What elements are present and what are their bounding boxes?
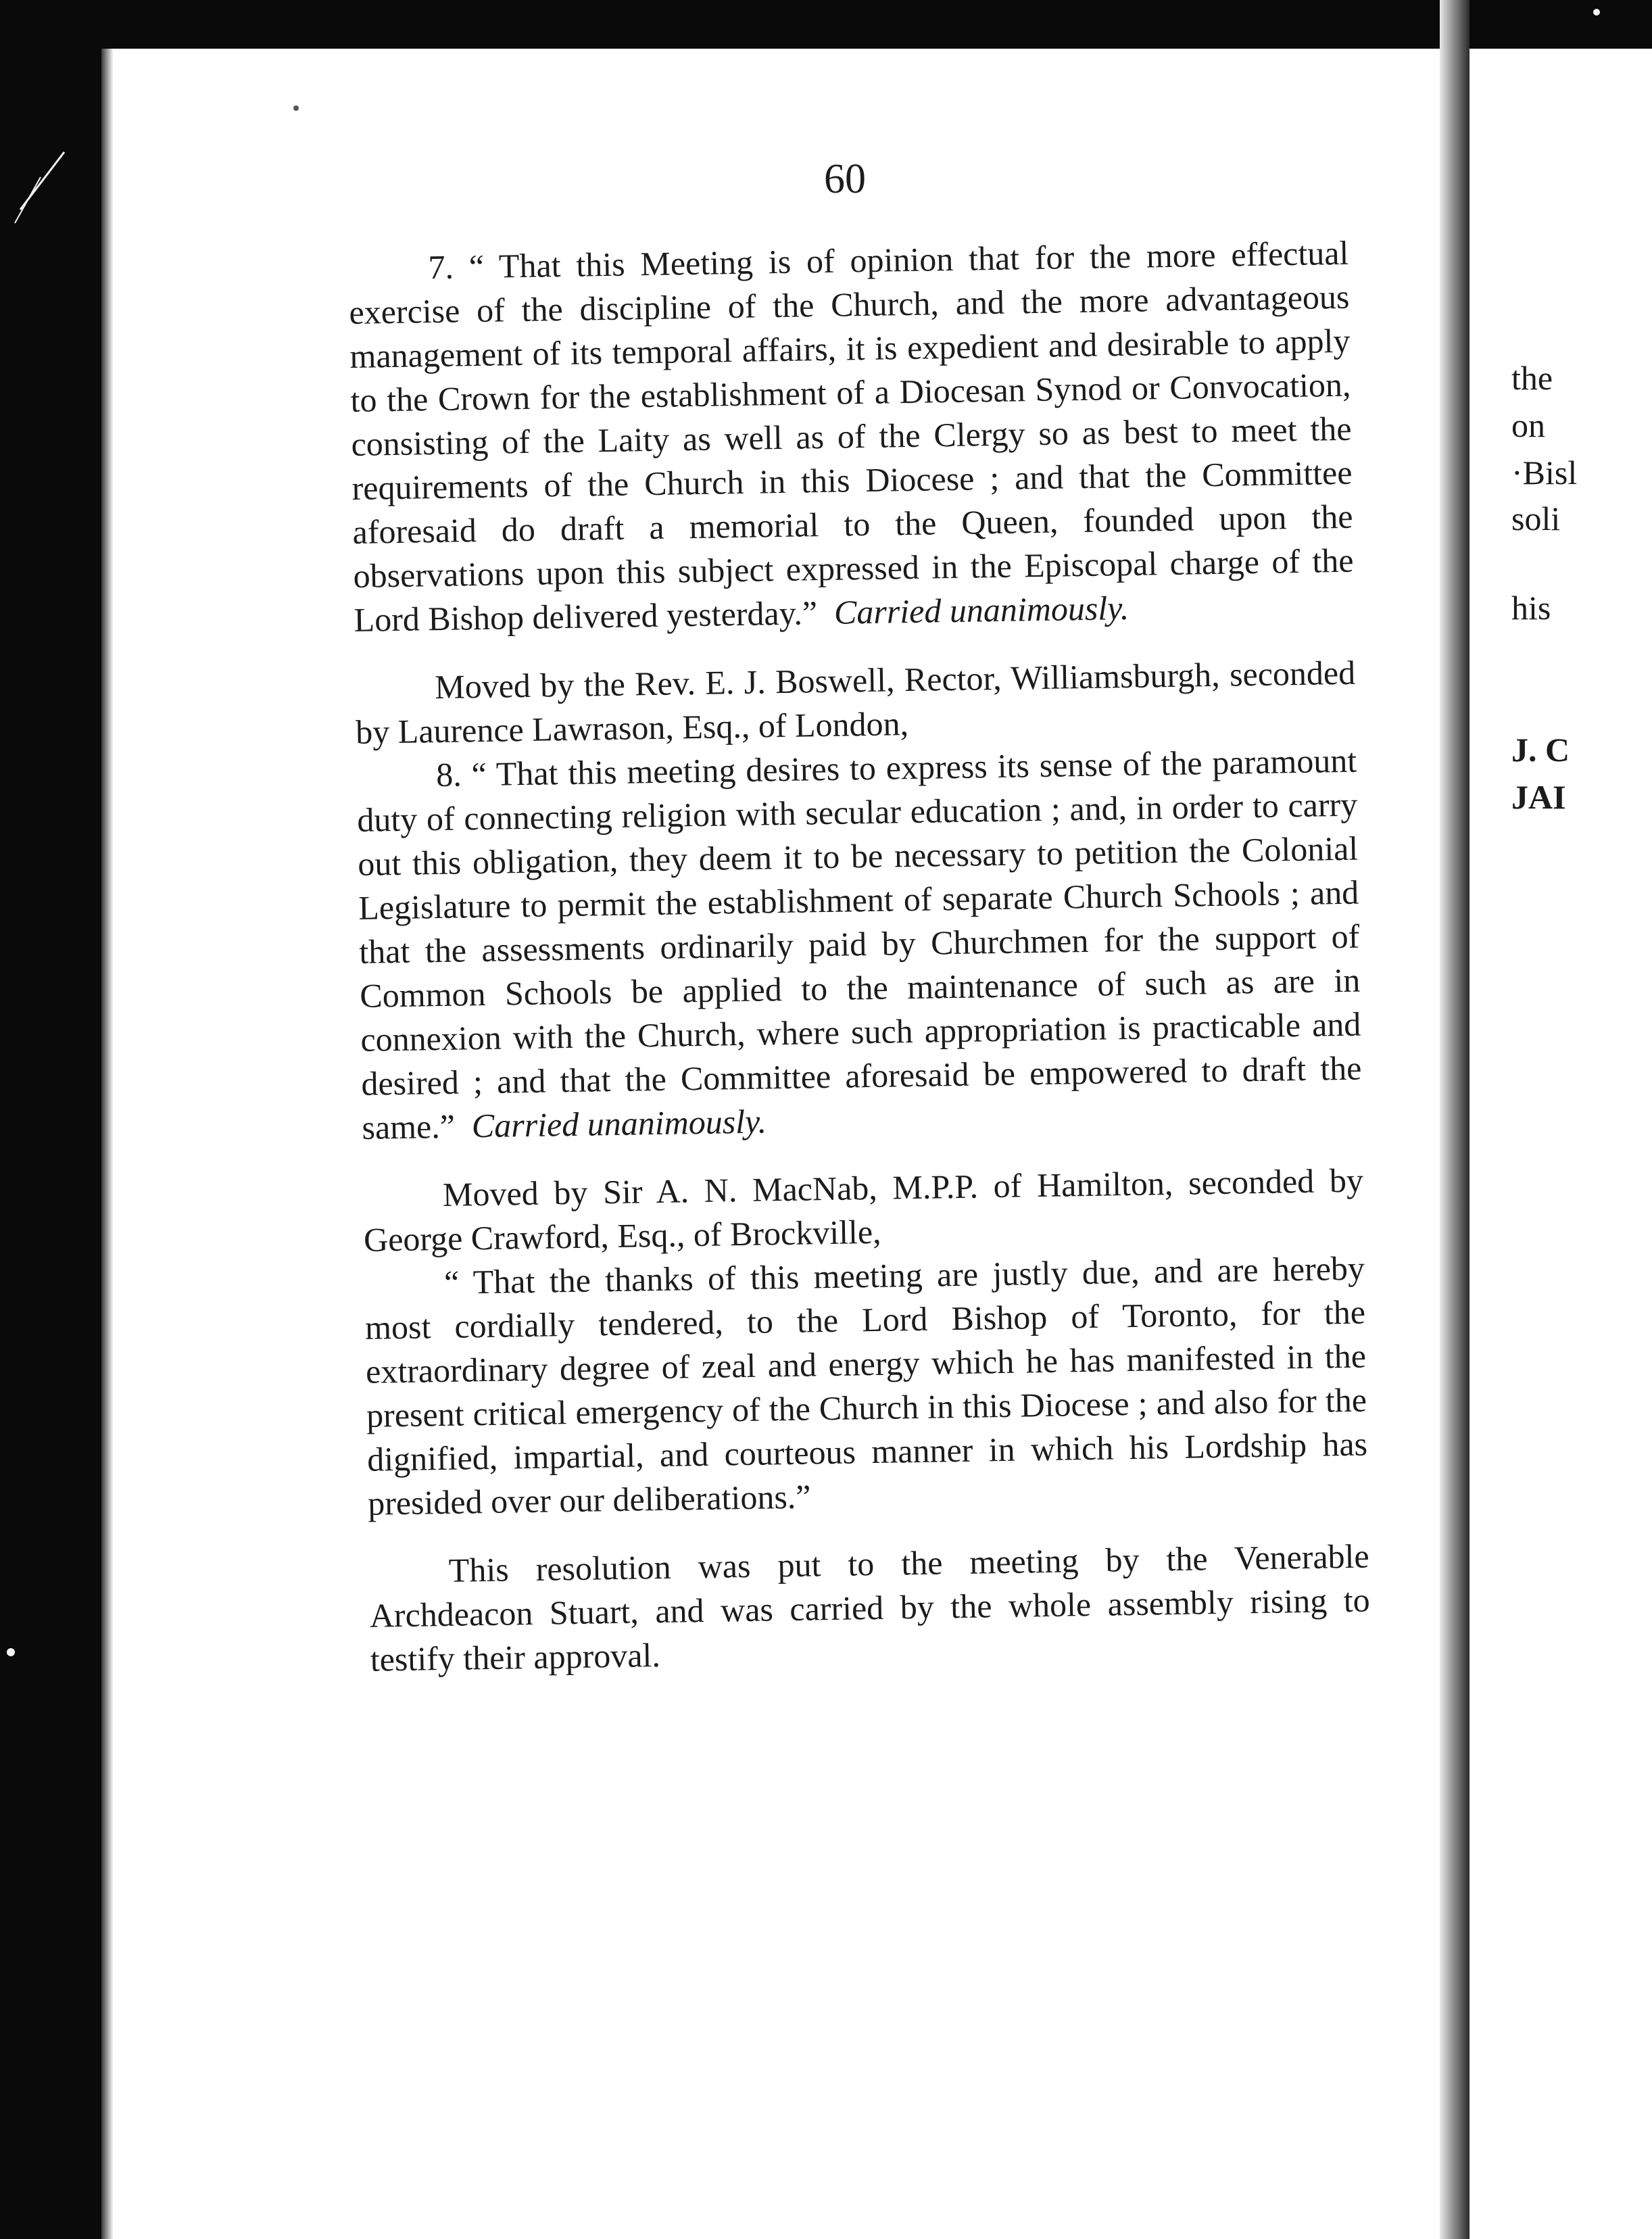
- motion-thanks-movers: [363, 1159, 1365, 1262]
- next-page-fragment: his: [1511, 589, 1551, 627]
- closing-paragraph: [368, 1535, 1371, 1682]
- resolution-8-outcome: Carried unanimously.: [471, 1102, 767, 1145]
- resolution-thanks: [364, 1247, 1369, 1526]
- motion-8-movers-text: Moved by the Rev. E. J. Boswell, Rector, Williamsburgh, seconded by Laurence Lawrason, Esq., of London,: [355, 653, 1356, 751]
- book-gutter: [1440, 0, 1469, 2239]
- resolution-7-outcome: Carried unanimously.: [833, 588, 1129, 631]
- resolution-thanks-text: “ That the thanks of this meeting are justly due, and are hereby most cordially tendered, to the Lord Bishop of Toronto, for the extraordinary degree of zeal and energy which he has manifested in the present critical emergency of the Church in this Diocese ; and also for the dignified, impartial, and courteous manner in which his Lordship has presided over our deliberations.”: [364, 1249, 1368, 1522]
- next-page-fragment: JAI: [1511, 778, 1566, 816]
- scan-border-left: [0, 0, 101, 2239]
- resolution-8-text: 8. “ That this meeting desires to express its sense of the paramount duty of connecting religion with secular education ; and, in order to carry out this obligation, they deem it to be necessary to petition the Colonial Legislature to permit the establishment of separate Church Schools ; and that the assessments ordinarily paid by Churchmen for the support of Common Schools be applied to the maintenance of such as are in connexion with the Church, where such appropriation is practicable and desired ; and that the Committee aforesaid be empowered to draft the same.”: [356, 741, 1362, 1147]
- next-page-fragment: on: [1511, 406, 1545, 444]
- resolution-7-text: 7. “ That this Meeting is of opinion that for the more effectual exercise of the discipline of the Church, and the more advantageous management of its temporal affairs, it is expedient and desirable to apply to the Crown for the establishment of a Diocesan Synod or Convocation, consisting of the Laity as well as of the Clergy so as best to meet the requirements of the Church in this Diocese ; and that the Committee aforesaid do draft a memorial to the Queen, founded upon the observations upon this subject expressed in the Episcopal charge of the Lord Bishop delivered yesterday.”: [349, 233, 1354, 639]
- scan-border-top: [0, 0, 1652, 49]
- next-page-fragment: ·Bisl: [1511, 454, 1578, 491]
- next-page-fragment: the: [1511, 359, 1553, 397]
- next-page-edge: [1469, 49, 1652, 2239]
- page-edge-shadow: [101, 49, 114, 2239]
- next-page-fragment: J. C: [1511, 731, 1570, 769]
- closing-paragraph-text: This resolution was put to the meeting by the Venerable Archdeacon Stuart, and was carried by the whole assembly rising to testify their approval.: [369, 1537, 1371, 1679]
- resolution-8: [356, 739, 1363, 1150]
- page-number: 60: [824, 156, 866, 202]
- motion-thanks-movers-text: Moved by Sir A. N. MacNab, M.P.P. of Hamilton, seconded by George Crawford, Esq., of Brockville,: [363, 1161, 1364, 1259]
- body-text: [348, 231, 1371, 1682]
- resolution-7: [348, 231, 1355, 642]
- motion-8-movers: [355, 651, 1357, 754]
- next-page-fragment: soli: [1511, 500, 1561, 537]
